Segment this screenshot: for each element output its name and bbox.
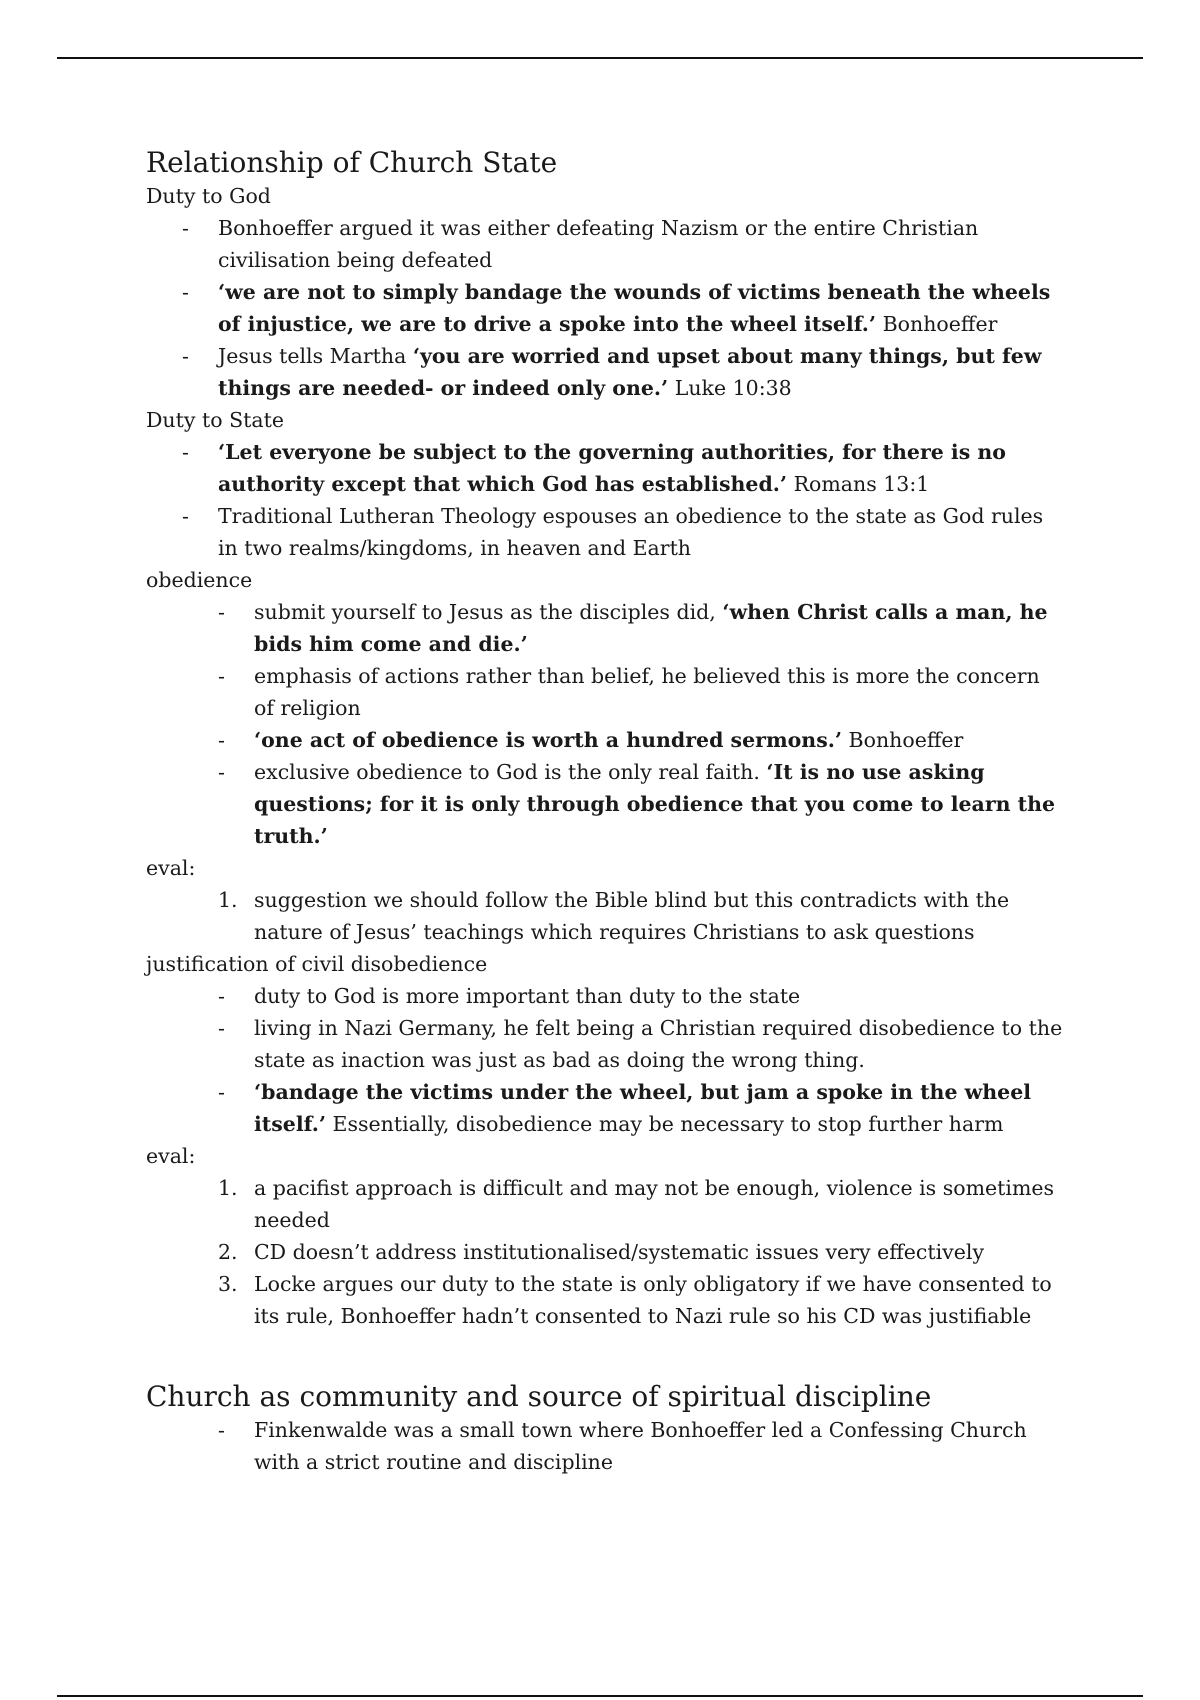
- obedience-list: [146, 596, 1066, 852]
- bullet-dash: -: [218, 728, 225, 752]
- list-item: - ‘bandage the victims under the wheel, but jam a spoke in the wheel itself.’ Essentially, disobedience may be necessary to stop further harm: [146, 1076, 1066, 1140]
- quote: ‘one act of obedience is worth a hundred sermons.’: [254, 728, 843, 752]
- subheading-obedience: obedience: [146, 568, 253, 592]
- bullet-dash: -: [182, 216, 189, 240]
- bullet-dash: -: [182, 344, 189, 368]
- quote-source: Bonhoeffer: [842, 728, 964, 752]
- list-number: 1.: [218, 888, 238, 912]
- eval-list-civil-disobedience: [146, 1172, 1066, 1332]
- subheading-duty-to-state: Duty to State: [146, 408, 284, 432]
- bullet-dash: -: [218, 600, 225, 624]
- section-heading-church-community: Church as community and source of spiritual discipline: [146, 1380, 932, 1413]
- subheading-eval: eval:: [146, 1144, 196, 1168]
- quote: ‘Let everyone be subject to the governing authorities, for there is no authority except that which God has established.’: [218, 440, 1006, 496]
- top-rule: [57, 57, 1143, 59]
- list-number: 1.: [218, 1176, 238, 1200]
- list-item: - living in Nazi Germany, he felt being a Christian required disobedience to the state as inaction was just as bad as doing the wrong thing.: [146, 1012, 1066, 1076]
- list-item: - Jesus tells Martha ‘you are worried and upset about many things, but few things are needed- or indeed only one.’ Luke 10:38: [146, 340, 1066, 404]
- church-community-list: [146, 1414, 1066, 1478]
- list-item: - Finkenwalde was a small town where Bonhoeffer led a Confessing Church with a strict routine and discipline: [146, 1414, 1066, 1478]
- list-item: - duty to God is more important than duty to the state: [146, 980, 1066, 1012]
- duty-to-god-list: [146, 212, 1066, 404]
- quote-source: Bonhoeffer: [882, 312, 998, 336]
- document-body: [146, 146, 1066, 1478]
- quote: ‘bandage the victims under the wheel, but jam a spoke in the wheel itself.’: [254, 1080, 1032, 1136]
- list-item: 1. a pacifist approach is difficult and may not be enough, violence is sometimes needed: [146, 1172, 1066, 1236]
- list-item: 3. Locke argues our duty to the state is only obligatory if we have consented to its rule, Bonhoeffer hadn’t consented to Nazi rule so his CD was justifiable: [146, 1268, 1066, 1332]
- subheading-civil-disobedience: justification of civil disobedience: [146, 952, 488, 976]
- bullet-dash: -: [218, 760, 225, 784]
- eval-list-obedience: [146, 884, 1066, 948]
- bullet-dash: -: [182, 504, 189, 528]
- duty-to-state-list: [146, 436, 1066, 564]
- subheading-eval: eval:: [146, 856, 196, 880]
- list-item: - Traditional Lutheran Theology espouses an obedience to the state as God rules in two realms/kingdoms, in heaven and Earth: [146, 500, 1066, 564]
- bullet-dash: -: [182, 280, 189, 304]
- list-item: [146, 436, 1066, 500]
- quote: ‘It is no use asking questions; for it is only through obedience that you come to learn the truth.’: [254, 760, 1056, 848]
- bullet-dash: -: [218, 1080, 225, 1104]
- bullet-dash: -: [182, 440, 189, 464]
- list-item: 1. suggestion we should follow the Bible blind but this contradicts with the nature of Jesus’ teachings which requires Christians to ask questions: [146, 884, 1066, 948]
- list-item: [146, 276, 1066, 340]
- bullet-dash: -: [218, 664, 225, 688]
- list-item: - emphasis of actions rather than belief, he believed this is more the concern of religion: [146, 660, 1066, 724]
- section-heading-church-state: Relationship of Church State: [146, 146, 558, 179]
- list-item: - submit yourself to Jesus as the disciples did, ‘when Christ calls a man, he bids him come and die.’: [146, 596, 1066, 660]
- civil-disobedience-list: [146, 980, 1066, 1140]
- list-item: - exclusive obedience to God is the only real faith. ‘It is no use asking questions; for it is only through obedience that you come to learn the truth.’: [146, 756, 1066, 852]
- subheading-duty-to-god: Duty to God: [146, 184, 271, 208]
- list-item: 2. CD doesn’t address institutionalised/systematic issues very effectively: [146, 1236, 1066, 1268]
- list-item: - Bonhoeffer argued it was either defeating Nazism or the entire Christian civilisation being defeated: [146, 212, 1066, 276]
- bullet-dash: -: [218, 1418, 225, 1442]
- bullet-dash: -: [218, 1016, 225, 1040]
- bullet-dash: -: [218, 984, 225, 1008]
- quote: ‘you are worried and upset about many things, but few things are needed- or indeed only one.’: [218, 344, 1042, 400]
- quote-reference: Romans 13:1: [787, 472, 930, 496]
- list-number: 3.: [218, 1272, 238, 1296]
- list-number: 2.: [218, 1240, 238, 1264]
- bottom-rule: [57, 1695, 1143, 1697]
- list-item: [146, 724, 1066, 756]
- quote: ‘when Christ calls a man, he bids him come and die.’: [254, 600, 1048, 656]
- quote: ‘we are not to simply bandage the wounds of victims beneath the wheels of injustice, we are to drive a spoke into the wheel itself.’: [218, 280, 1051, 336]
- quote-reference: Luke 10:38: [668, 376, 792, 400]
